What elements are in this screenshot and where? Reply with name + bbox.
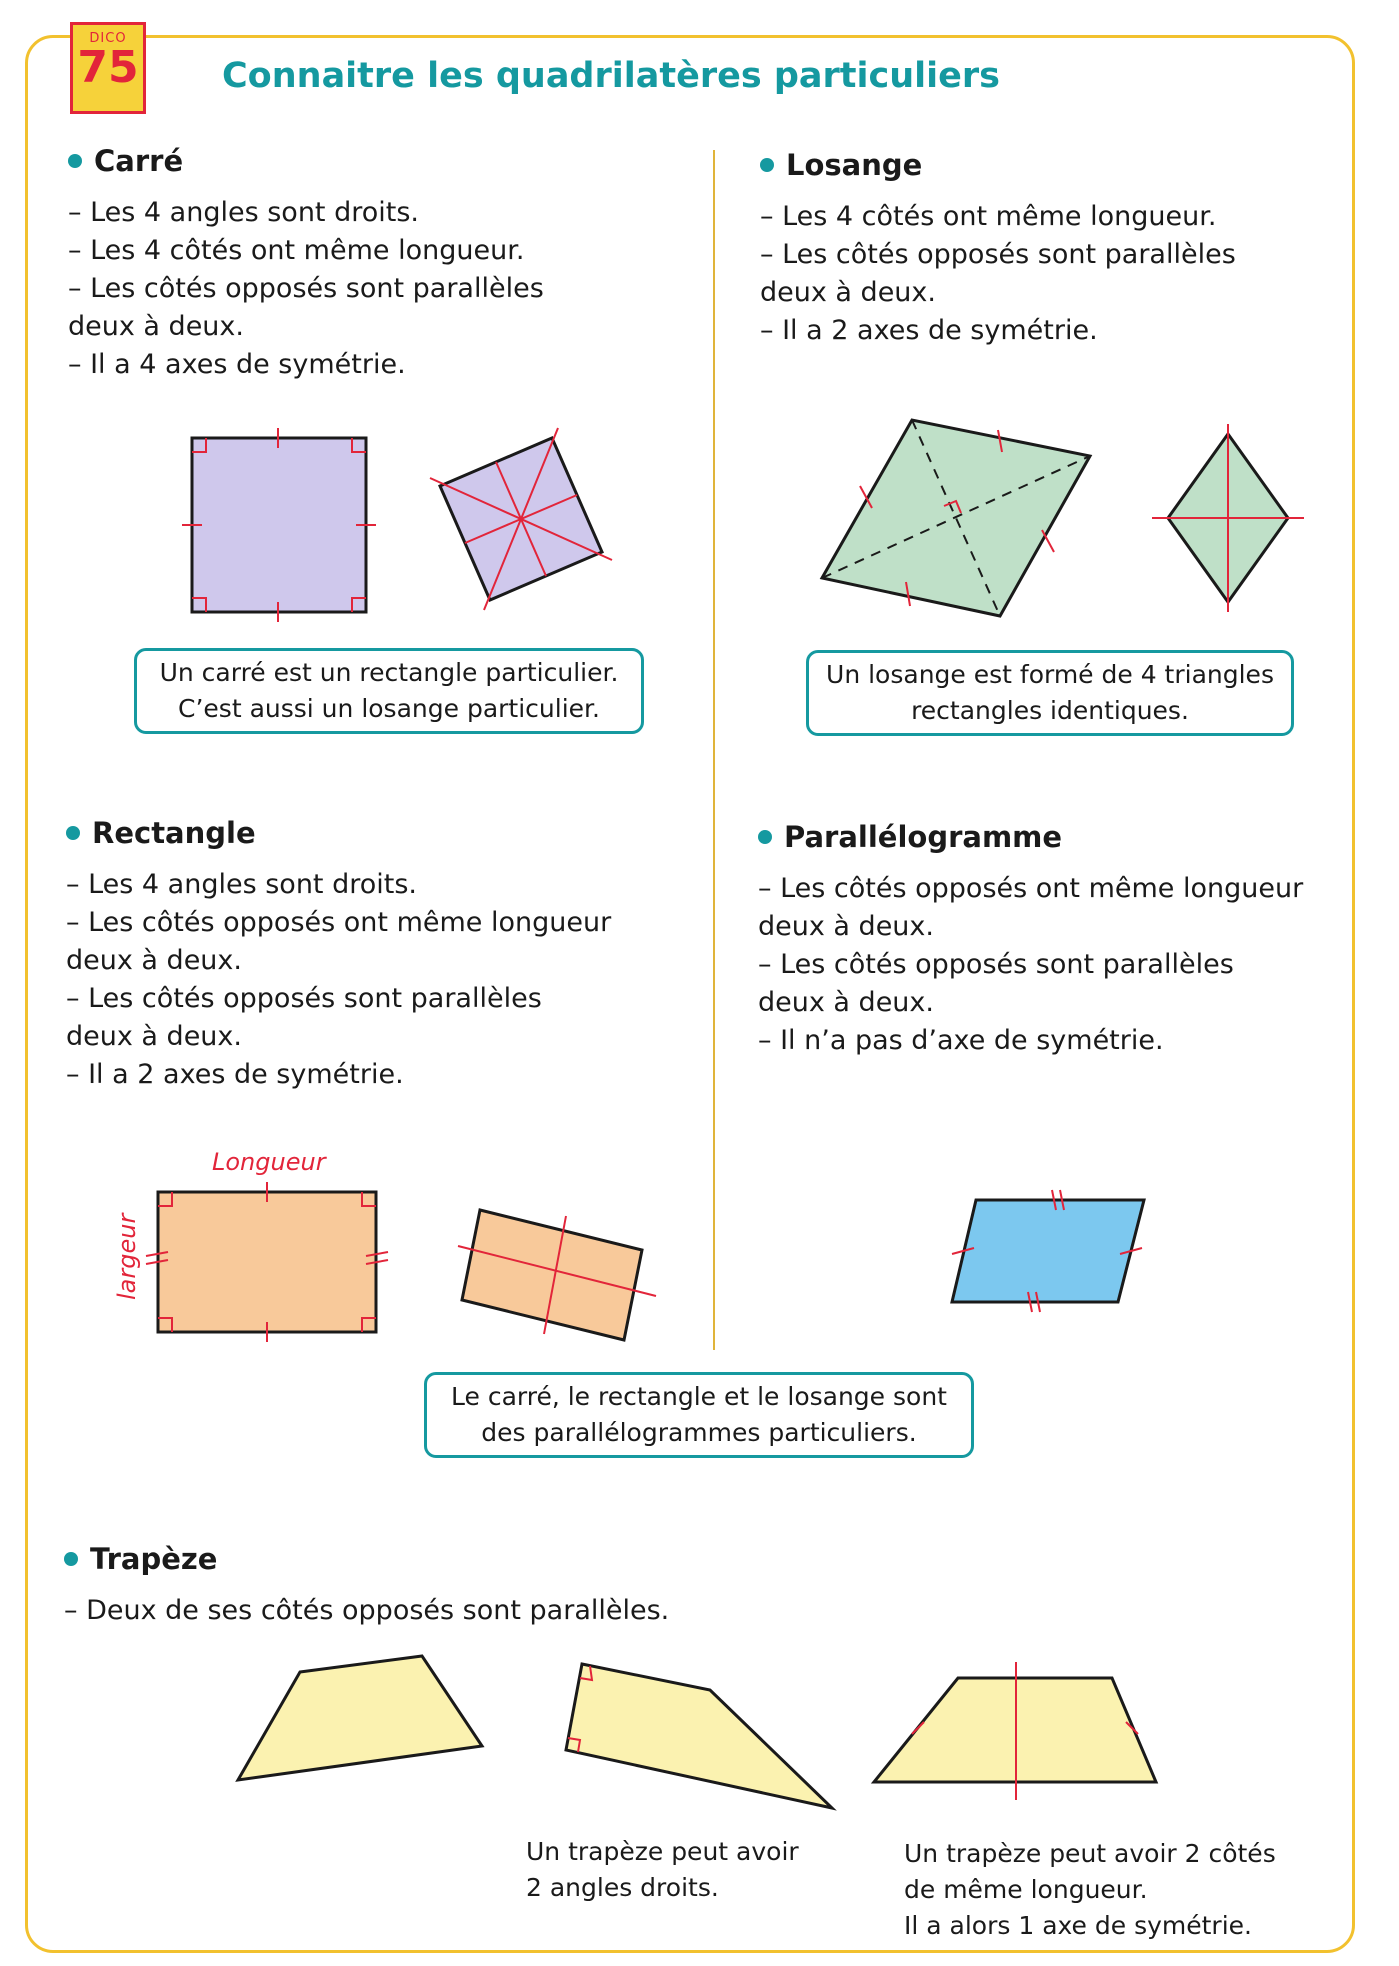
trapezoid-figure: [238, 1656, 482, 1780]
note-losange: Un losange est formé de 4 triangles rectangles identiques.: [806, 650, 1294, 736]
section-title-losange: Losange: [760, 146, 1340, 184]
page-title: Connaitre les quadrilatères particuliers: [222, 56, 1000, 96]
caption-trapeze-isosceles: Un trapèze peut avoir 2 côtés de même longueur. Il a alors 1 axe de symétrie.: [904, 1839, 1276, 1940]
section-text-losange: – Les 4 côtés ont même longueur. – Les côtés opposés sont parallèles deux à deux. – Il a 2 axes de symétrie.: [760, 201, 1236, 346]
note-carre: Un carré est un rectangle particulier. C’est aussi un losange particulier.: [134, 648, 644, 734]
dico-number: 75: [77, 42, 139, 93]
section-title-trapeze: Trapèze: [64, 1540, 964, 1578]
section-title-carre: Carré: [68, 142, 668, 180]
square-figure: [182, 428, 376, 622]
rhombus-figure: [822, 420, 1090, 616]
note-parallelogrammes: Le carré, le rectangle et le losange sont des parallélogrammes particuliers.: [424, 1372, 974, 1458]
caption-trapeze-right-angles: Un trapèze peut avoir 2 angles droits.: [526, 1837, 799, 1902]
section-text-rectangle: – Les 4 angles sont droits. – Les côtés opposés ont même longueur deux à deux. – Les côtés opposés sont parallèles deux à deux. – Il a 2 axes de symétrie.: [66, 869, 612, 1090]
rectangle-figure: [146, 1182, 388, 1342]
rhombus-axes-figure: [1152, 424, 1304, 612]
section-text-trapeze: – Deux de ses côtés opposés sont parallèles.: [64, 1595, 670, 1626]
dico-label: DICO: [89, 31, 127, 46]
section-text-parallelogramme: – Les côtés opposés ont même longueur deux à deux. – Les côtés opposés sont parallèles deux à deux. – Il n’a pas d’axe de symétrie.: [758, 873, 1304, 1056]
square-axes-figure: [430, 428, 612, 610]
section-text-carre: – Les 4 angles sont droits. – Les 4 côtés ont même longueur. – Les côtés opposés sont parallèles deux à deux. – Il a 4 axes de symétrie.: [68, 197, 544, 380]
trapezoid-isosceles-figure: [874, 1662, 1156, 1800]
trapezoid-right-angles-figure: [566, 1664, 832, 1808]
section-title-rectangle: Rectangle: [66, 814, 686, 852]
rectangle-axes-figure: [458, 1210, 656, 1340]
parallelogram-figure: [952, 1190, 1144, 1312]
section-title-parallelogramme: Parallélogramme: [758, 818, 1348, 856]
length-label: Longueur: [212, 1148, 326, 1176]
width-label: largeur: [113, 1213, 141, 1300]
